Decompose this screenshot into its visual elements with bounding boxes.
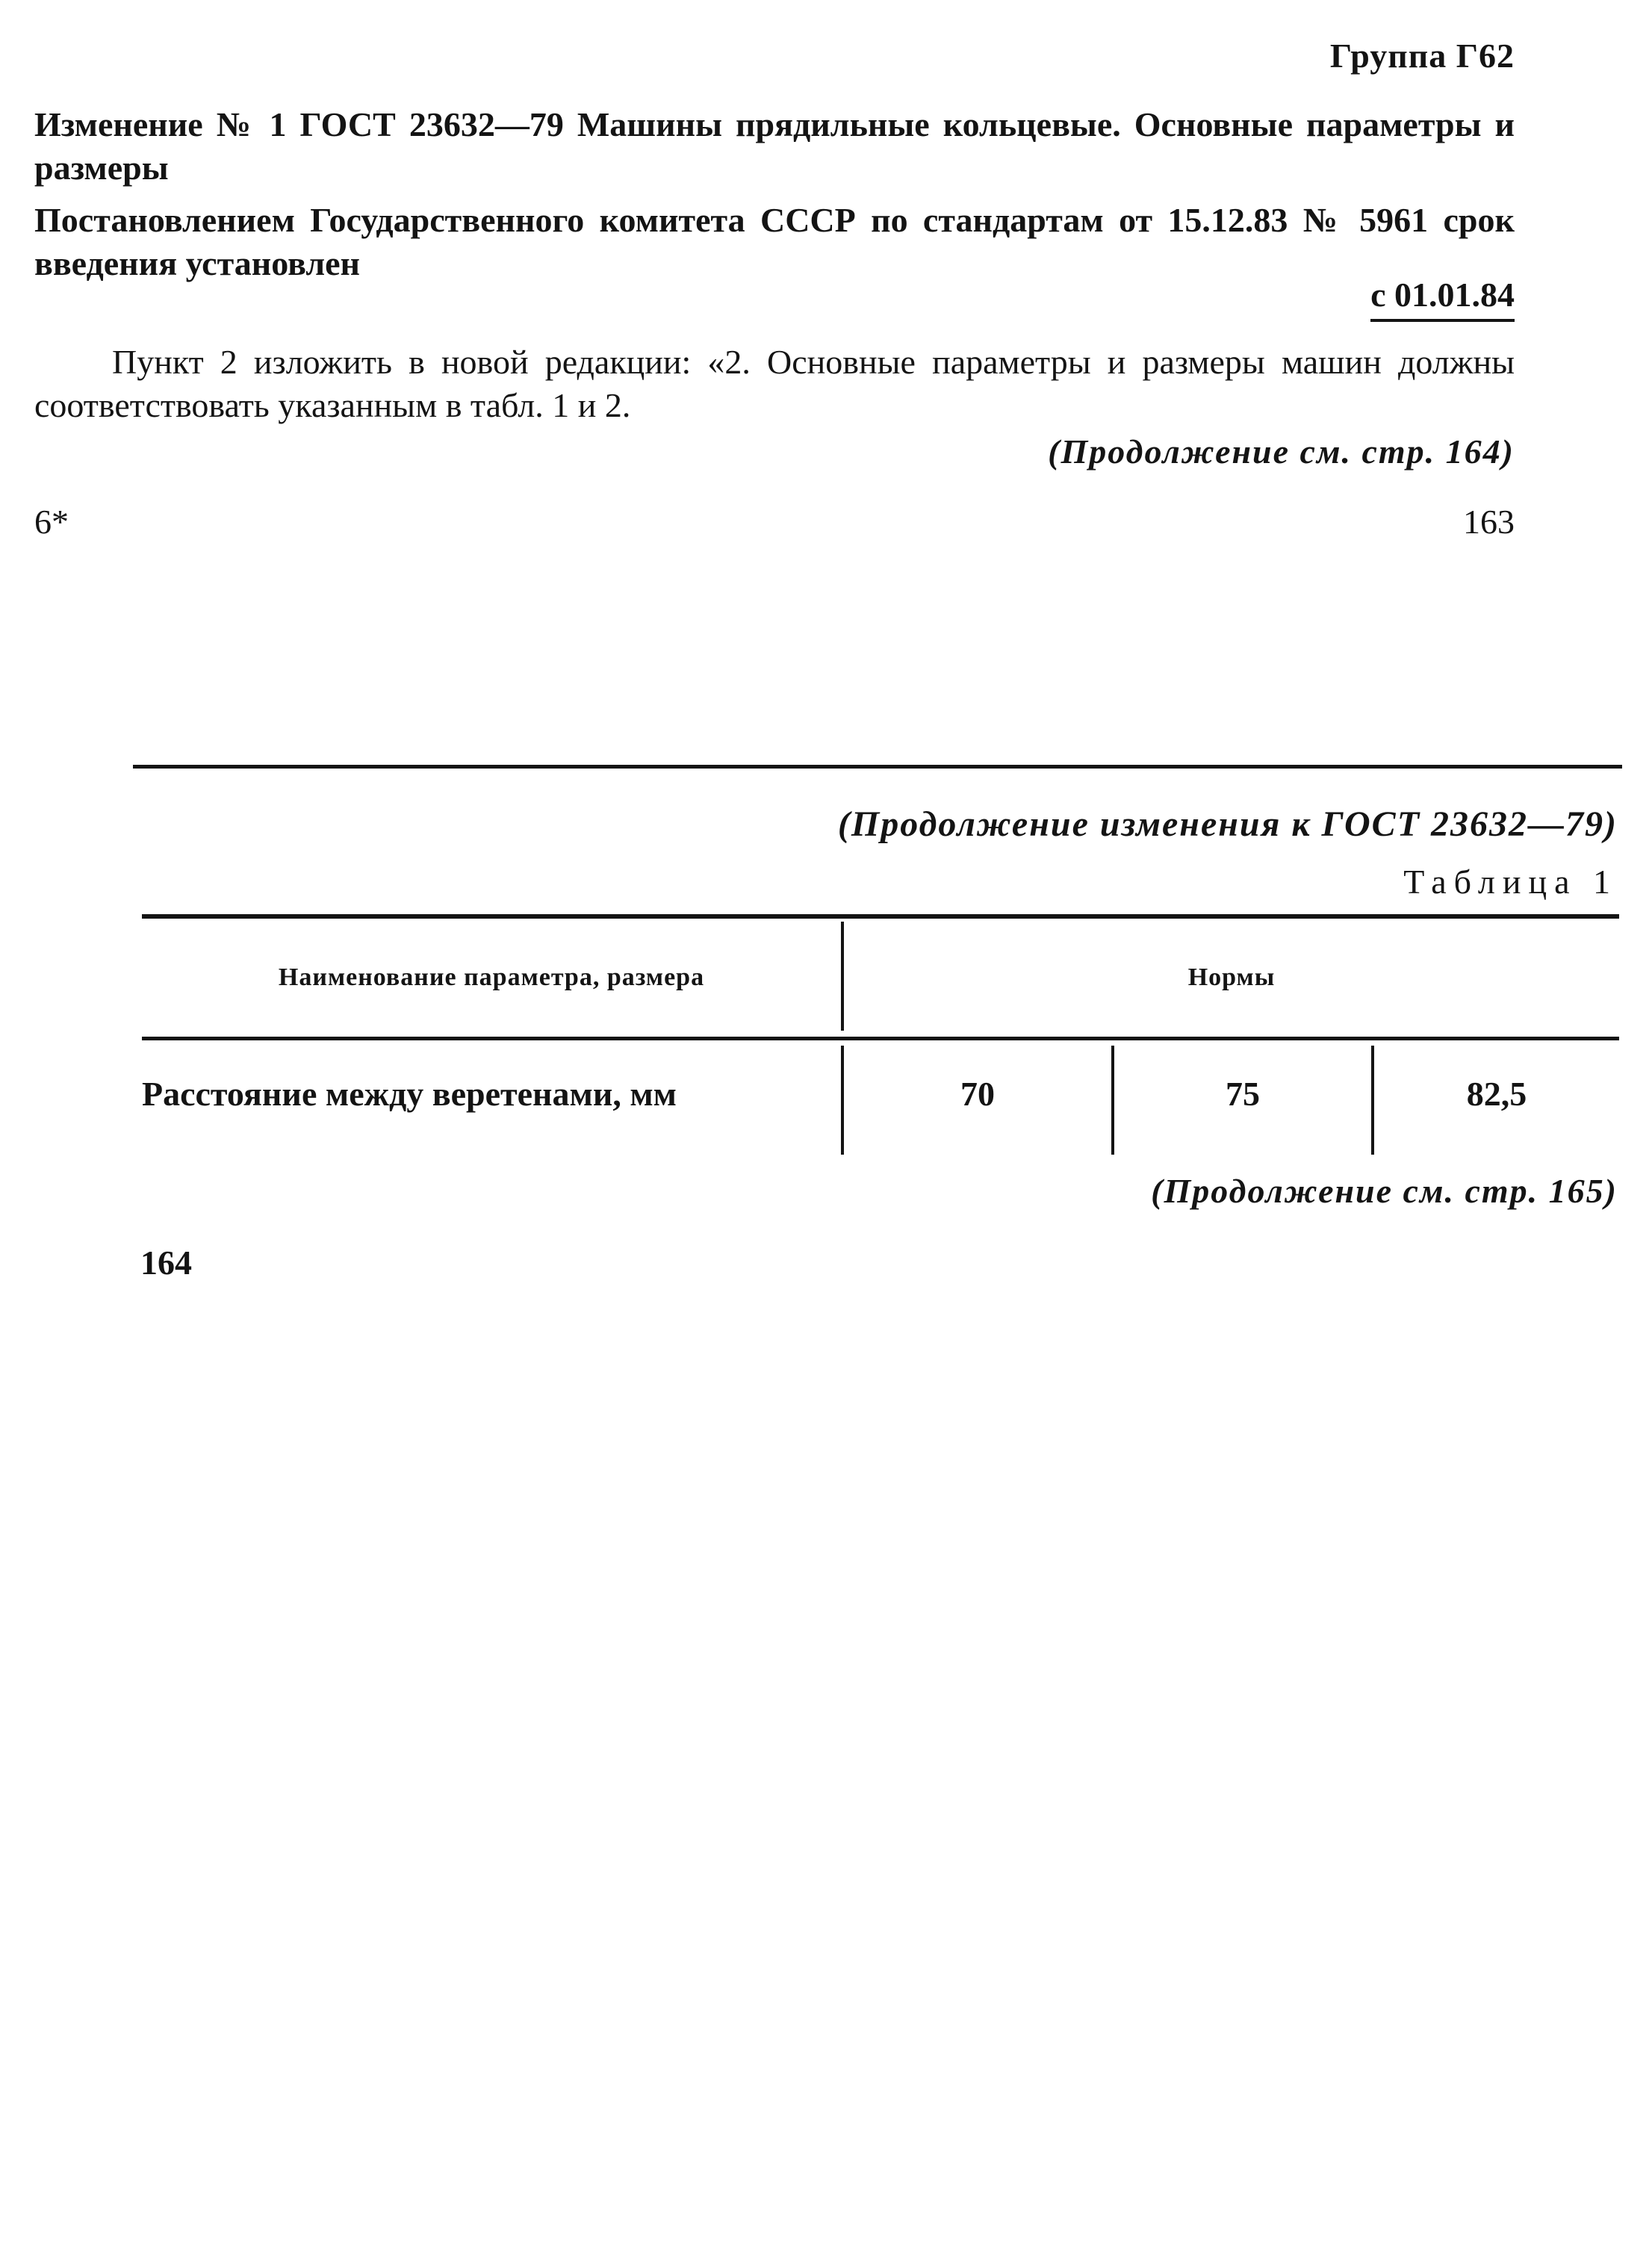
continuation-header: (Продолжение изменения к ГОСТ 23632—79) [837, 804, 1618, 844]
table-cell-param: Расстояние между веретенами, мм [142, 1075, 677, 1113]
table-cell-value: 70 [960, 1075, 995, 1113]
clause-text: Пункт 2 изложить в новой редакции: «2. Основные параметры и размеры машин должны соответствовать указанным в табл. 1 и 2. [34, 343, 1515, 424]
page-number-164: 164 [140, 1244, 192, 1282]
page-number-163: 163 [1463, 503, 1515, 541]
continuation-note-165: (Продолжение см. стр. 165) [1151, 1172, 1618, 1210]
footnote-mark: 6* [34, 503, 69, 541]
table-cell-value: 82,5 [1466, 1075, 1527, 1113]
table-header-norms: Нормы [1187, 963, 1276, 991]
group-code: Группа Г62 [1329, 37, 1515, 75]
change-title: Изменение № 1 ГОСТ 23632—79 Машины прядильные кольцевые. Основные параметры и размеры [34, 105, 1515, 187]
decree-text: Постановлением Государственного комитета СССР по стандартам от 15.12.83 № 5961 срок введения установлен [34, 201, 1515, 282]
table-top-rule [142, 914, 1619, 919]
continuation-note-163: (Продолжение см. стр. 164) [1048, 432, 1515, 471]
page-separator-rule [133, 765, 1622, 769]
table-header-rule [142, 1037, 1619, 1040]
table-cell-value: 75 [1226, 1075, 1260, 1113]
table-label: Таблица 1 [1403, 863, 1618, 901]
table-header-param: Наименование параметра, размера [278, 963, 705, 991]
effective-date: с 01.01.84 [1370, 275, 1515, 322]
